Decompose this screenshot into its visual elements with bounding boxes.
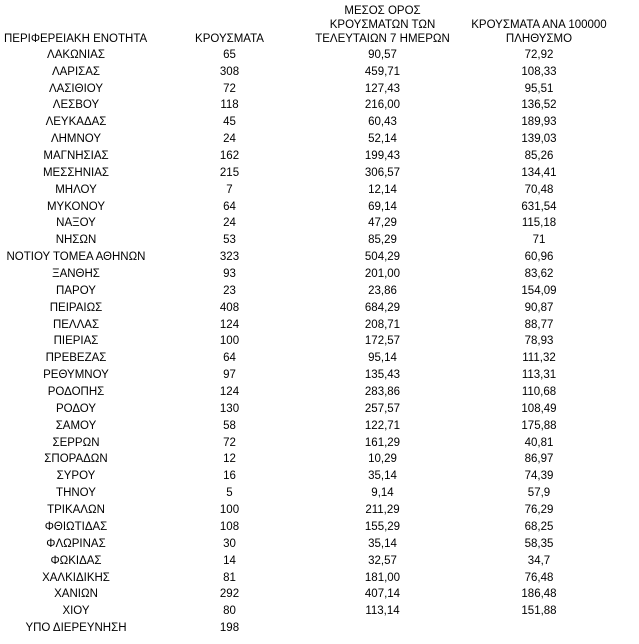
per100k-cell: 71	[532, 234, 546, 247]
cases-cell: 12	[223, 453, 236, 466]
region-cell: ΠΕΛΛΑΣ	[52, 318, 100, 331]
avg7-cell: 172,57	[364, 335, 401, 348]
cases-cell: 97	[223, 369, 236, 382]
cases-cell: 81	[223, 571, 236, 584]
region-cell: ΠΕΙΡΑΙΩΣ	[49, 301, 103, 314]
per100k-cell	[458, 619, 620, 636]
region-cell: ΧΙΟΥ	[62, 605, 90, 618]
per100k-cell: 115,18	[521, 217, 557, 230]
region-cell: ΦΘΙΩΤΙΔΑΣ	[44, 520, 108, 533]
header-avg7	[307, 0, 458, 46]
cases-cell: 64	[223, 352, 236, 365]
region-cell: ΣΕΡΡΩΝ	[52, 436, 100, 449]
region-cell: ΤΡΙΚΑΛΩΝ	[47, 504, 105, 517]
per100k-cell: 83,62	[524, 268, 554, 281]
per100k-cell: 57,9	[527, 487, 551, 500]
header-per100k-line1: ΚΡΟΥΣΜΑΤΑ ΑΝΑ 100000	[471, 19, 607, 31]
per100k-cell: 40,81	[524, 436, 554, 449]
cases-cell: 7	[226, 183, 233, 196]
region-cell: ΥΠΟ ΔΙΕΡΕΥΝΗΣΗ	[25, 622, 127, 635]
cases-cell: 308	[219, 65, 240, 78]
avg7-cell: 90,57	[368, 48, 397, 61]
per100k-cell: 631,54	[521, 200, 557, 213]
avg7-cell: 306,57	[364, 166, 401, 179]
header-avg7-line3: ΤΕΛΕΥΤΑΙΩΝ 7 ΗΜΕΡΩΝ	[315, 33, 450, 45]
per100k-cell: 154,09	[521, 284, 557, 297]
avg7-cell: 10,29	[368, 453, 397, 466]
per100k-cell: 110,68	[521, 386, 557, 399]
per100k-cell: 90,87	[524, 301, 554, 314]
cases-cell: 162	[219, 150, 240, 163]
header-per100k-line2: ΠΛΗΘΥΣΜΟ	[505, 33, 573, 45]
cases-cell: 24	[223, 133, 236, 146]
avg7-cell	[307, 619, 458, 636]
avg7-cell: 211,29	[365, 504, 400, 517]
region-cell: ΝΗΣΩΝ	[55, 234, 97, 247]
region-cell: ΛΑΡΙΣΑΣ	[51, 65, 101, 78]
region-cell: ΡΟΔΟΠΗΣ	[47, 386, 105, 399]
table-row	[0, 198, 620, 215]
region-cell: ΛΕΥΚΑΔΑΣ	[45, 116, 107, 129]
cases-cell: 23	[223, 284, 236, 297]
table-row	[0, 46, 620, 63]
region-cell: ΞΑΝΘΗΣ	[52, 268, 100, 281]
table-row	[0, 164, 620, 181]
table-row	[0, 130, 620, 147]
region-cell: ΣΠΟΡΑΔΩΝ	[44, 453, 108, 466]
avg7-cell: 199,43	[364, 150, 401, 163]
cases-cell: 58	[223, 419, 236, 432]
region-cell: ΜΑΓΝΗΣΙΑΣ	[43, 150, 109, 163]
avg7-cell: 283,86	[364, 386, 401, 399]
cases-cell: 408	[219, 301, 240, 314]
table-row	[0, 552, 620, 569]
table-row	[0, 467, 620, 484]
cases-cell: 130	[219, 402, 240, 415]
per100k-cell: 68,25	[524, 520, 554, 533]
avg7-cell: 407,14	[364, 588, 401, 601]
region-cell: ΦΛΩΡΙΝΑΣ	[46, 537, 106, 550]
per100k-cell: 151,88	[521, 605, 557, 618]
avg7-cell: 9,14	[371, 487, 394, 500]
per100k-cell: 136,52	[521, 99, 557, 112]
region-cell: ΜΥΚΟΝΟΥ	[46, 200, 106, 213]
per100k-cell: 86,97	[524, 453, 554, 466]
header-row	[0, 0, 620, 46]
table-row	[0, 231, 620, 248]
per100k-cell: 95,51	[524, 82, 554, 95]
per100k-cell: 113,31	[521, 369, 557, 382]
table-row	[0, 282, 620, 299]
header-cases: ΚΡΟΥΣΜΑΤΑ	[195, 33, 264, 45]
region-cell: ΡΕΘΥΜΝΟΥ	[43, 369, 109, 382]
table-row	[0, 569, 620, 586]
cases-cell: 45	[223, 116, 236, 129]
cases-cell: 53	[223, 234, 236, 247]
per100k-cell: 134,41	[521, 166, 557, 179]
table-row	[0, 518, 620, 535]
avg7-cell: 113,14	[365, 605, 400, 618]
region-cell: ΜΗΛΟΥ	[55, 183, 97, 196]
table-row	[0, 535, 620, 552]
avg7-cell: 504,29	[364, 251, 401, 264]
avg7-cell: 684,29	[364, 301, 401, 314]
cases-cell: 65	[223, 48, 236, 61]
per100k-cell: 60,96	[524, 251, 554, 264]
cases-cell: 93	[223, 268, 236, 281]
per100k-cell: 88,77	[524, 318, 554, 331]
avg7-cell: 35,14	[368, 537, 397, 550]
region-cell: ΤΗΝΟΥ	[56, 487, 96, 500]
avg7-cell: 122,71	[364, 419, 401, 432]
table-row	[0, 349, 620, 366]
per100k-cell: 78,93	[524, 335, 554, 348]
table-row	[0, 451, 620, 468]
table-body	[0, 46, 620, 636]
cases-cell: 72	[223, 436, 236, 449]
region-cell: ΠΑΡΟΥ	[56, 284, 96, 297]
cases-cell: 14	[223, 554, 236, 567]
table-row	[0, 316, 620, 333]
table-row	[0, 63, 620, 80]
avg7-cell: 155,29	[364, 520, 401, 533]
per100k-cell: 76,29	[524, 504, 554, 517]
region-cell: ΝΟΤΙΟΥ ΤΟΜΕΑ ΑΘΗΝΩΝ	[6, 251, 146, 264]
cases-cell: 100	[219, 335, 240, 348]
avg7-cell: 85,29	[368, 234, 397, 247]
table-row	[0, 80, 620, 97]
region-cell: ΛΕΣΒΟΥ	[52, 99, 100, 112]
region-cell: ΧΑΝΙΩΝ	[54, 588, 98, 601]
table-row	[0, 434, 620, 451]
cases-cell: 5	[226, 487, 233, 500]
region-cell: ΛΑΚΩΝΙΑΣ	[47, 48, 105, 61]
table-row	[0, 383, 620, 400]
per100k-cell: 85,26	[524, 150, 554, 163]
per100k-cell: 76,48	[524, 571, 554, 584]
table-row	[0, 299, 620, 316]
avg7-cell: 32,57	[368, 554, 397, 567]
cases-cell: 124	[219, 386, 240, 399]
per100k-cell: 108,49	[521, 402, 557, 415]
table-row	[0, 147, 620, 164]
avg7-cell: 208,71	[364, 318, 401, 331]
cases-cell: 292	[219, 588, 240, 601]
table-row	[0, 265, 620, 282]
per100k-cell: 74,39	[524, 470, 554, 483]
per100k-cell: 70,48	[524, 183, 554, 196]
table-row	[0, 400, 620, 417]
cases-cell: 30	[223, 537, 236, 550]
avg7-cell: 60,43	[368, 116, 397, 129]
table-row	[0, 181, 620, 198]
per100k-cell: 58,35	[524, 537, 554, 550]
avg7-cell: 12,14	[368, 183, 397, 196]
header-region: ΠΕΡΙΦΕΡΕΙΑΚΗ ΕΝΟΤΗΤΑ	[4, 33, 148, 45]
region-cell: ΜΕΣΣΗΝΙΑΣ	[42, 166, 110, 179]
header-avg7-line2: ΚΡΟΥΣΜΑΤΩΝ ΤΩΝ	[329, 19, 436, 31]
cases-cell: 100	[219, 504, 240, 517]
per100k-cell: 189,93	[521, 116, 557, 129]
avg7-cell: 216,00	[364, 99, 401, 112]
cases-cell: 323	[219, 251, 240, 264]
table-row	[0, 333, 620, 350]
table-row	[0, 602, 620, 619]
table-row	[0, 97, 620, 114]
cases-cell: 118	[220, 99, 239, 112]
avg7-cell: 201,00	[364, 268, 401, 281]
per100k-cell: 34,7	[527, 554, 551, 567]
cases-cell: 64	[223, 200, 236, 213]
region-cell: ΧΑΛΚΙΔΙΚΗΣ	[42, 571, 110, 584]
per100k-cell: 72,92	[524, 48, 554, 61]
table-row	[0, 619, 620, 636]
avg7-cell: 257,57	[364, 402, 401, 415]
cases-cell: 16	[223, 470, 236, 483]
avg7-cell: 52,14	[368, 133, 397, 146]
table-row	[0, 113, 620, 130]
cases-cell: 80	[223, 605, 236, 618]
per100k-cell: 108,33	[521, 65, 557, 78]
cases-cell: 124	[219, 318, 240, 331]
avg7-cell: 23,86	[368, 284, 397, 297]
avg7-cell: 181,00	[364, 571, 401, 584]
per100k-cell: 111,32	[522, 352, 556, 365]
avg7-cell: 459,71	[364, 65, 401, 78]
table-row	[0, 417, 620, 434]
per100k-cell: 175,88	[521, 419, 557, 432]
cases-cell: 72	[223, 82, 236, 95]
cases-cell: 108	[219, 520, 240, 533]
region-cell: ΛΑΣΙΘΙΟΥ	[48, 82, 104, 95]
region-cell: ΣΑΜΟΥ	[55, 419, 97, 432]
region-cell: ΝΑΞΟΥ	[56, 217, 96, 230]
avg7-cell: 135,43	[364, 369, 401, 382]
cases-cell: 215	[219, 166, 240, 179]
region-cell: ΠΙΕΡΙΑΣ	[53, 335, 99, 348]
header-per100k	[458, 0, 620, 46]
table-row	[0, 215, 620, 232]
table-row	[0, 248, 620, 265]
per100k-cell: 139,03	[521, 133, 557, 146]
table-row	[0, 366, 620, 383]
table-row	[0, 501, 620, 518]
per100k-cell: 186,48	[521, 588, 557, 601]
avg7-cell: 95,14	[368, 352, 397, 365]
avg7-cell: 69,14	[368, 200, 397, 213]
region-cell: ΣΥΡΟΥ	[56, 470, 96, 483]
cases-cell: 24	[223, 217, 236, 230]
table-row	[0, 586, 620, 603]
region-cell: ΦΩΚΙΔΑΣ	[50, 554, 102, 567]
cases-cell: 198	[219, 622, 240, 635]
avg7-cell: 127,43	[364, 82, 401, 95]
avg7-cell: 35,14	[368, 470, 397, 483]
region-cell: ΛΗΜΝΟΥ	[50, 133, 102, 146]
header-avg7-line1: ΜΕΣΟΣ ΟΡΟΣ	[344, 5, 421, 17]
region-cell: ΠΡΕΒΕΖΑΣ	[45, 352, 107, 365]
avg7-cell: 161,29	[364, 436, 401, 449]
region-cell: ΡΟΔΟΥ	[55, 402, 97, 415]
table-row	[0, 484, 620, 501]
avg7-cell: 47,29	[368, 217, 397, 230]
